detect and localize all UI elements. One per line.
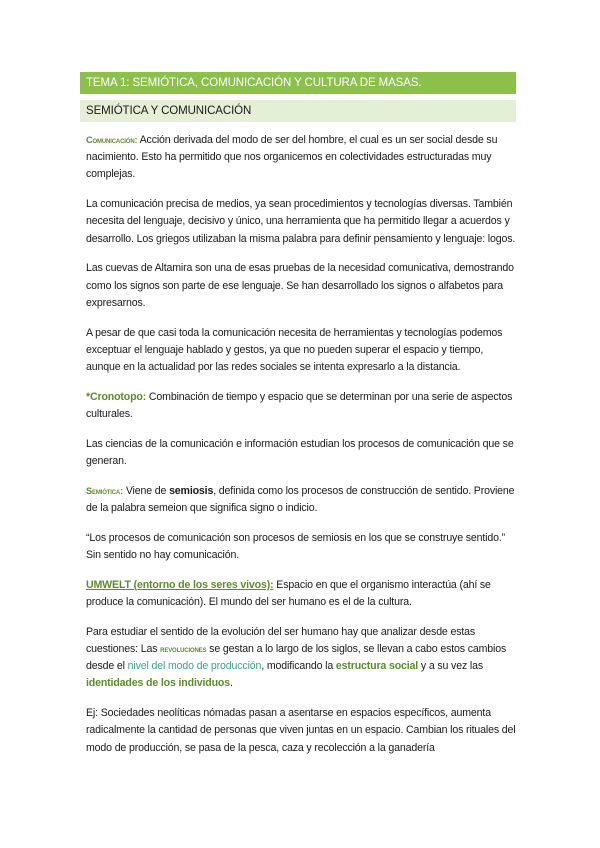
term-identidades: identidades de los individuos (86, 677, 230, 690)
term-umwelt: UMWELT (entorno de los seres vivos): (86, 578, 274, 591)
paragraph-medios: La comunicación precisa de medios, ya sean procedimientos y tecnologías diversas. También necesita del lenguaje, decisivo y único, una herramienta que ha permitido llegar a acuerdos y desarrollo. Los griegos utilizaban la misma palabra para definir pensamiento y lenguaje: logos. (86, 198, 516, 245)
term-nivel-produccion: nivel del modo de producción (127, 660, 262, 673)
paragraph-quote: “Los procesos de comunicación son procesos de semiosis en los que se construye sentido.” Sin sentido no hay comunicación. (86, 531, 506, 562)
term-comunicacion: Comunicación: (86, 135, 138, 145)
paragraph-evolucion: Para estudiar el sentido de la evolución del ser humano hay que analizar desde estas cuestiones: Las revoluciones se gestan a lo largo de los siglos, se llevan a cabo estos cambios desde el nivel del modo de producción, modificando la estructura social y a su vez las identidades de los individuos. (86, 625, 507, 690)
paragraph-lenguaje: A pesar de que casi toda la comunicación necesita de herramientas y tecnologías podemos exceptuar el lenguaje hablado y gestos, ya que no pueden superar el espacio y tiempo, aunque en la actualidad por las redes sociales se intenta expresarlo a la distancia. (86, 326, 503, 374)
term-semiosis: semiosis (169, 484, 214, 497)
term-revoluciones: revoluciones (160, 644, 207, 655)
body-text (86, 132, 516, 769)
paragraph-umwelt: UMWELT (entorno de los seres vivos): Espacio en que el organismo interactúa (ahí se produce la comunicación). El mundo del ser humano es el de la cultura. (86, 578, 491, 609)
paragraph-ejemplo: Ej: Sociedades neolíticas nómadas pasan a asentarse en espacios específicos, aumenta radicalmente la cantidad de personas que viven juntas en un espacio. Cambian los rituales del modo de producción, se pasa de la pesca, caza y recolección a la ganadería (86, 707, 516, 754)
term-semiotica: Semiótica: (86, 485, 124, 496)
term-cronotopo: *Cronotopo: (86, 390, 147, 403)
term-estructura-social: estructura social (335, 660, 419, 673)
chapter-title: TEMA 1: SEMIÓTICA, COMUNICACIÓN Y CULTURA DE MASAS. (80, 72, 516, 94)
paragraph-cronotopo: *Cronotopo: Combinación de tiempo y espacio que se determinan por una serie de aspectos culturales. (86, 390, 513, 421)
paragraph-comunicacion: Comunicación: Acción derivada del modo de ser del hombre, el cual es un ser social desde su nacimiento. Esto ha permitido que nos organicemos en colectividades estructuradas muy complejas. (86, 134, 498, 181)
paragraph-altamira: Las cuevas de Altamira son una de esas pruebas de la necesidad comunicativa, demostrando como los signos son parte de ese lenguaje. Se han desarrollado los signos o alfabetos para expresarnos. (86, 262, 514, 309)
paragraph-semiotica: Semiótica: Viene de semiosis, definida como los procesos de construcción de sentido. Proviene de la palabra semeion que significa signo o indicio. (86, 484, 515, 515)
section-title: SEMIÓTICA Y COMUNICACIÓN (80, 100, 516, 122)
paragraph-ciencias: Las ciencias de la comunicación e información estudian los procesos de comunicación que se generan. (86, 437, 514, 468)
